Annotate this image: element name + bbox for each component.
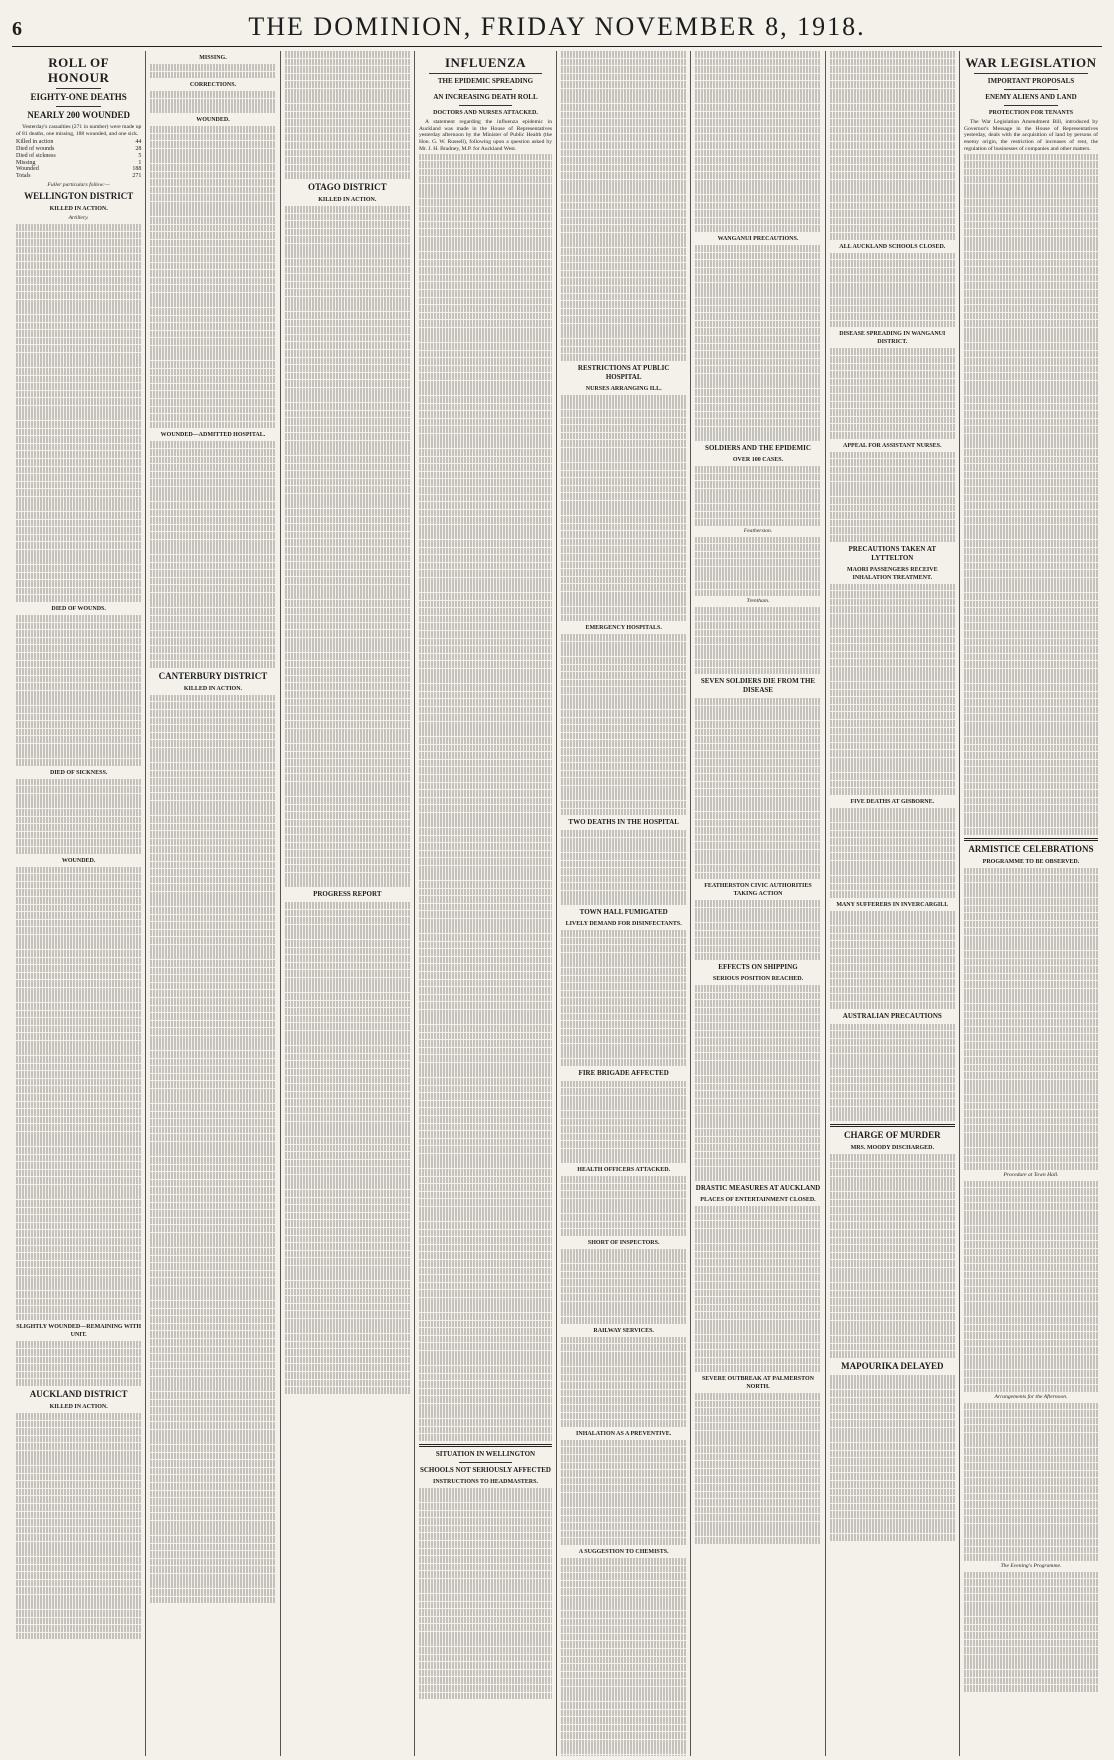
table-row: Missing 1 [16, 159, 142, 166]
table-row: Totals 271 [16, 172, 142, 179]
war-legislation-title: WAR LEGISLATION [965, 55, 1097, 70]
roll-of-honour-title: ROLL OF HONOUR [47, 55, 110, 85]
missing-heading: MISSING. [199, 55, 227, 61]
column-3: OTAGO DISTRICT KILLED IN ACTION. PROGRESS REPORT [281, 51, 415, 1756]
further-particulars: Fuller particulars follow:— [47, 181, 110, 188]
slightly-wounded-heading: SLIGHTLY WOUNDED—REMAINING WITH UNIT. [16, 1324, 141, 1339]
auckland-district-heading: AUCKLAND DISTRICT [29, 1388, 128, 1399]
wounded-heading: WOUNDED. [61, 857, 96, 864]
table-row: Wounded 188 [16, 166, 142, 173]
nearly-200-wounded-heading: NEARLY 200 WOUNDED [27, 110, 130, 120]
epidemic-spreading-heading: THE EPIDEMIC SPREADING [437, 77, 534, 85]
column-2: MISSING. CORRECTIONS. WOUNDED. WOUNDED—ADMITTED HOSPITAL. CANTERBURY DISTRICT KILLED IN ACTION. [146, 51, 280, 1756]
programme-heading: PROGRAMME TO BE OBSERVED. [982, 858, 1080, 865]
column-1: ROLL OF HONOUR EIGHTY-ONE DEATHS NEARLY 200 WOUNDED Yesterday's casualties (271 in number) were made up of 81 deaths, one missing, 188 wounded, and one sick. Killed in action 44 Died of wounds 28 Died of sickness 5 Missing 1 Wounded 188 Totals 271 Fuller particulars follow:— WELLINGTON DISTRICT KILLED IN ACTION. Artillery. DIED OF WOUNDS. DIED OF SICKNESS. WOUNDED. SLIGHTLY WOUNDED—REMAINING WITH UNIT. AUCKLAND DISTRICT KILLED IN ACTION. [12, 51, 146, 1756]
eighty-one-deaths-heading: EIGHTY-ONE DEATHS [30, 92, 127, 102]
correction-heading: CORRECTIONS. [189, 82, 237, 89]
column-8: WAR LEGISLATION IMPORTANT PROPOSALS ENEMY ALIENS AND LAND PROTECTION FOR TENANTS The War Legislation Amendment Bill, introduced by Governor's Message in the House of Representatives yesterday, deals with the acquisition of land by persons of enemy origin, the restriction of increases of rent, the regulation of businesses of companies and other matters. ARMISTICE CELEBRATIONS PROGRAMME TO BE OBSERVED. Procedure at Town Hall. Arrangements for the Afternoon. The Evening's Programme. [960, 51, 1102, 1756]
enemy-aliens-heading: ENEMY ALIENS AND LAND [985, 93, 1077, 101]
killed-in-action-heading: KILLED IN ACTION. [49, 206, 108, 213]
column-5: RESTRICTIONS AT PUBLIC HOSPITAL NURSES ARRANGING ILL. EMERGENCY HOSPITALS. TWO DEATHS IN THE HOSPITAL TOWN HALL FUMIGATED LIVELY DEMAND FOR DISINFECTANTS. FIRE BRIGADE AFFECTED HEALTH OFFICERS ATTACKED. SHORT OF INSPECTORS. RAILWAY SERVICES. INHALATION AS A PREVENTIVE. A SUGGESTION TO CHEMISTS. [557, 51, 691, 1756]
restrictions-heading: RESTRICTIONS AT PUBLIC HOSPITAL [577, 363, 670, 381]
charge-of-murder-heading: CHARGE OF MURDER [843, 1130, 941, 1141]
artillery-subheading: Artillery. [68, 215, 89, 222]
table-row: Died of wounds 28 [16, 146, 142, 153]
wellington-district-heading: WELLINGTON DISTRICT [24, 191, 134, 202]
column-7: ALL AUCKLAND SCHOOLS CLOSED. DISEASE SPREADING IN WANGANUI DISTRICT. APPEAL FOR ASSISTANT NURSES. PRECAUTIONS TAKEN AT LYTTELTON MAORI PASSENGERS RECEIVE INHALATION TREATMENT. FIVE DEATHS AT GISBORNE. MANY SUFFERERS IN INVERCARGILL AUSTRALIAN PRECAUTIONS CHARGE OF MURDER MRS. MOODY DISCHARGED. MAPOURIKA DELAYED [826, 51, 960, 1756]
died-of-wounds-heading: DIED OF WOUNDS. [51, 606, 106, 613]
influenza-title: INFLUENZA [444, 55, 527, 70]
mapourika-heading: MAPOURIKA DELAYED [841, 1360, 944, 1371]
protection-tenants-heading: PROTECTION FOR TENANTS [988, 110, 1074, 116]
masthead [12, 12, 1102, 47]
table-row: Died of sickness 5 [16, 152, 142, 159]
war-legislation-lead: The War Legislation Amendment Bill, introduced by Governor's Message in the House of Representatives yesterday, deals with the acquisition of land by persons of enemy origin, the restriction of increases of rent, the regulation of businesses of companies and other matters. [963, 119, 1098, 152]
casualty-list-text [16, 224, 141, 602]
influenza-lead: A statement regarding the influenza epidemic in Auckland was made in the House of Representatives yesterday afternoon by the Minister of Public Health (the Hon. G. W. Russell), following upon a question asked by Mr. J. H. Bradney, M.P. for Auckland West. [418, 119, 553, 152]
wounded-hospital-heading: WOUNDED—ADMITTED HOSPITAL. [160, 432, 266, 439]
situation-wellington-heading: SITUATION IN WELLINGTON [435, 1449, 536, 1458]
death-roll-heading: AN INCREASING DEATH ROLL [433, 93, 538, 101]
roll-intro: Yesterday's casualties (271 in number) were made up of 81 deaths, one missing, 188 wounded, and one sick. [16, 124, 142, 137]
column-6: WANGANUI PRECAUTIONS. SOLDIERS AND THE EPIDEMIC OVER 100 CASES. Featherston. Trentham. SEVEN SOLDIERS DIE FROM THE DISEASE FEATHERSTON CIVIC AUTHORITIES TAKING ACTION EFFECTS ON SHIPPING SERIOUS POSITION REACHED. DRASTIC MEASURES AT AUCKLAND PLACES OF ENTERTAINMENT CLOSED. SEVERE OUTBREAK AT PALMERSTON NORTH. [691, 51, 825, 1756]
table-row: Killed in action 44 [16, 139, 142, 146]
masthead-title: THE DOMINION, FRIDAY NOVEMBER 8, 1918. [248, 12, 866, 41]
page-number: 6 [12, 18, 22, 40]
armistice-heading: ARMISTICE CELEBRATIONS [968, 843, 1094, 854]
instructions-heading: INSTRUCTIONS TO HEADMASTERS. [432, 1478, 538, 1485]
doctors-nurses-heading: DOCTORS AND NURSES ATTACKED. [433, 110, 538, 116]
canterbury-district-heading: CANTERBURY DISTRICT [158, 670, 268, 681]
progress-report-heading: PROGRESS REPORT [313, 890, 382, 899]
important-proposals-heading: IMPORTANT PROPOSALS [987, 77, 1075, 85]
casualty-table [16, 139, 141, 179]
columns [12, 51, 1102, 1756]
died-of-sickness-heading: DIED OF SICKNESS. [50, 769, 108, 776]
column-4 [415, 51, 557, 1756]
schools-heading: SCHOOLS NOT SERIOUSLY AFFECTED [419, 1465, 551, 1474]
otago-district-heading: OTAGO DISTRICT [307, 181, 387, 192]
